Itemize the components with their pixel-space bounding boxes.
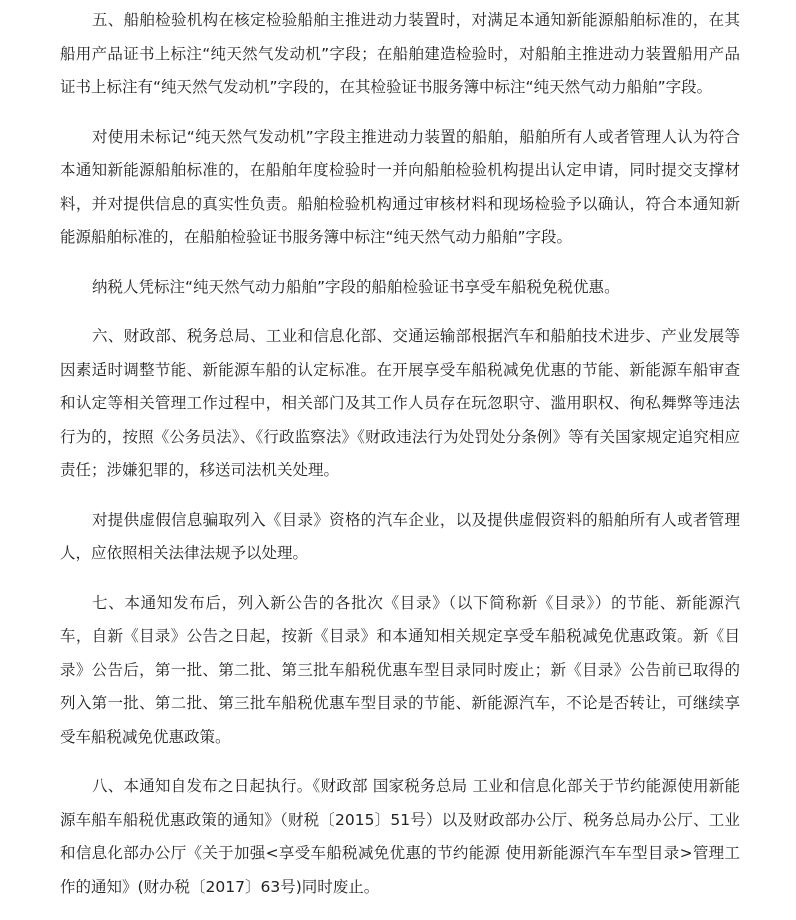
paragraph-5-vessel-inspection: 五、船舶检验机构在核定检验船舶主推进动力装置时，对满足本通知新能源船舶标准的，在其船用产品证书上标注“纯天然气发动机”字段；在船舶建造检验时，对船舶主推进动力装置船用产品证书上标注有“纯天然气发动机”字段的，在其检验证书服务簿中标注“纯天然气动力船舶”字段。 xyxy=(60,11,740,96)
document-body xyxy=(60,4,740,920)
paragraph-taxpayer-exemption: 纳税人凭标注“纯天然气动力船舶”字段的船舶检验证书享受车船税免税优惠。 xyxy=(92,277,620,296)
paragraph-6-standards-adjustment: 六、财政部、税务总局、工业和信息化部、交通运输部根据汽车和船舶技术进步、产业发展等因素适时调整节能、新能源车船的认定标准。在开展享受车船税减免优惠的节能、新能源车船审查和认定等相关管理工作过程中，相关部门及其工作人员存在玩忽职守、滥用职权、徇私舞弊等违法行为的，按照《公务员法》、《行政监察法》《财政违法行为处罚处分条例》等有关国家规定追究相应责任；涉嫌犯罪的，移送司法机关处理。 xyxy=(60,327,740,479)
paragraph-false-information: 对提供虚假信息骗取列入《目录》资格的汽车企业，以及提供虚假资料的船舶所有人或者管理人，应依照相关法律法规予以处理。 xyxy=(60,510,740,562)
paragraph-8-effective-date: 八、本通知自发布之日起执行。《财政部 国家税务总局 工业和信息化部关于节约能源使用新能源车船车船税优惠政策的通知》（财税〔2015〕51号）以及财政部办公厅、税务总局办公厅、工业和信息化部办公厅《关于加强<享受车船税减免优惠的节约能源 使用新能源汽车车型目录>管理工作的通知》(财办税〔2017〕63号)同时废止。 xyxy=(60,777,740,896)
paragraph-7-new-catalog: 七、本通知发布后，列入新公告的各批次《目录》（以下简称新《目录》）的节能、新能源汽车，自新《目录》公告之日起，按新《目录》和本通知相关规定享受车船税减免优惠政策。新《目录》公告后，第一批、第二批、第三批车船税优惠车型目录同时废止；新《目录》公告前已取得的列入第一批、第二批、第三批车船税优惠车型目录的节能、新能源汽车，不论是否转让，可继续享受车船税减免优惠政策。 xyxy=(60,593,740,746)
paragraph-unmarked-engine-vessels: 对使用未标记“纯天然气发动机”字段主推进动力装置的船舶，船舶所有人或者管理人认为符合本通知新能源船舶标准的，在船舶年度检验时一并向船舶检验机构提出认定申请，同时提交支撑材料，并对提供信息的真实性负责。船舶检验机构通过审核材料和现场检验予以确认，符合本通知新能源船舶标准的，在船舶检验证书服务簿中标注“纯天然气动力船舶”字段。 xyxy=(60,127,740,246)
